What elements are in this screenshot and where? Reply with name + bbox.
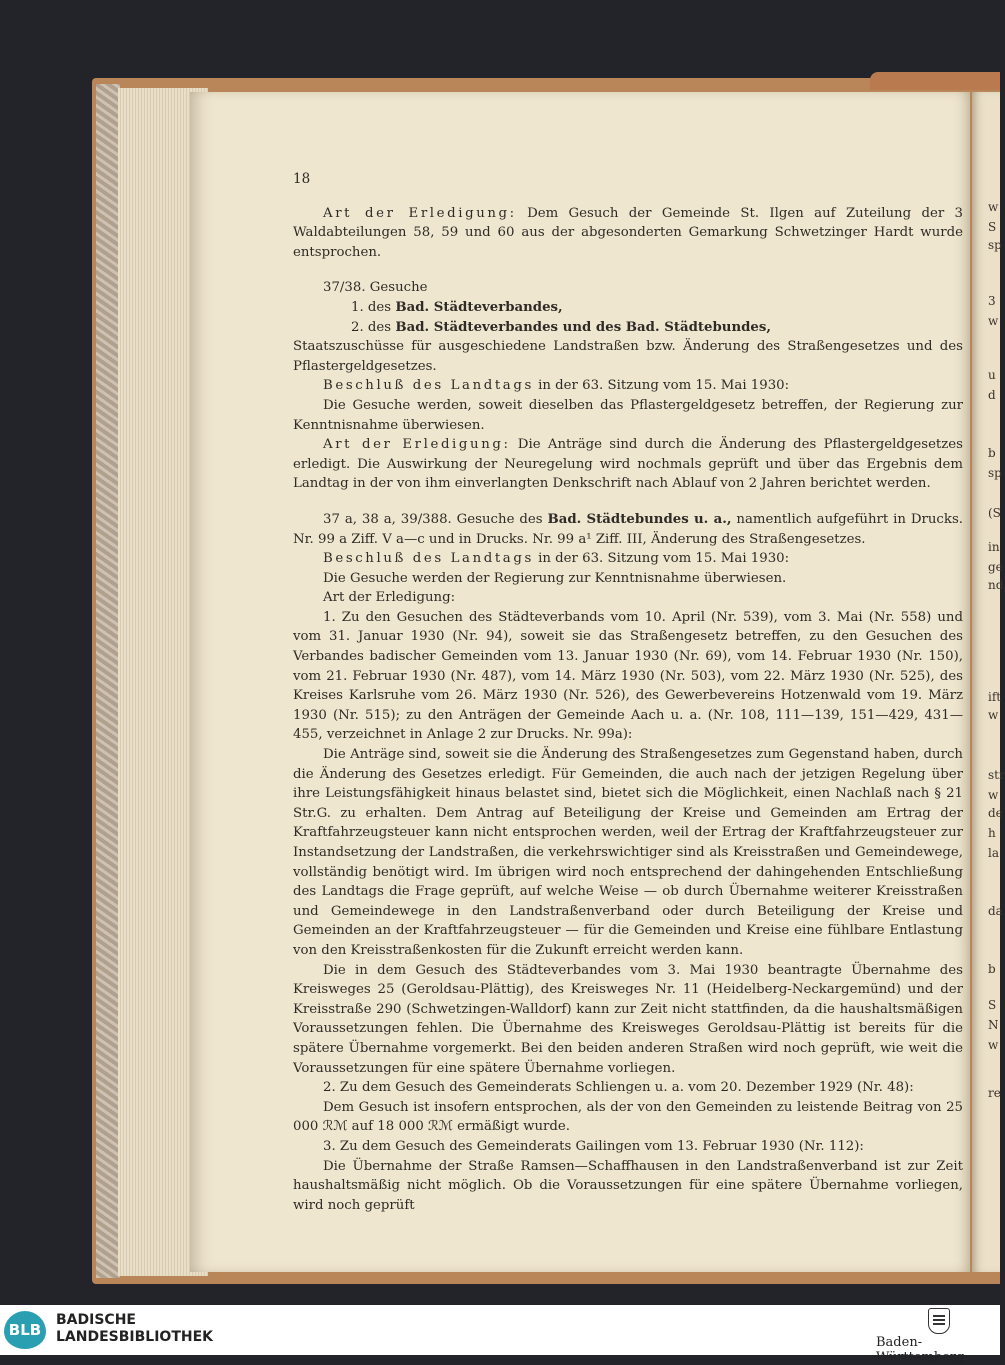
fragment: sp [988, 466, 1002, 480]
fragment: da [988, 904, 1003, 918]
fragment: (S [988, 506, 1001, 520]
fragment: S [988, 220, 997, 234]
facing-page-fragment [972, 92, 1005, 1272]
paragraph [293, 376, 963, 396]
paragraph: Die Gesuche werden, soweit dieselben das Pflastergeldgesetz betreffen, der Regierung zur Kenntnisnahme überwiesen. [293, 397, 963, 433]
marbled-book-edge [96, 84, 120, 1278]
state-label[interactable]: Baden-Württemberg [876, 1335, 965, 1365]
section-label: Art der Erledigung: [323, 437, 511, 453]
fragment: ift [988, 690, 1002, 704]
fragment: h [988, 826, 996, 840]
fragment: ge [988, 560, 1003, 574]
paragraph [293, 510, 963, 549]
fragment: nd [988, 578, 1004, 592]
paragraph-text: Dem Gesuch der Gemeinde St. Ilgen auf Zuteilung der 3 Waldabteilungen 58, 59 und 60 aus der abgesonderten Gemarkung Schwetzinger Hardt wurde entsprochen. [293, 205, 963, 260]
library-name-line: BADISCHE [56, 1312, 136, 1328]
footer-bar [0, 1305, 1000, 1365]
list-marker: 2. des [351, 319, 396, 335]
fragment: de [988, 806, 1003, 820]
section-label: Beschluß des Landtags [323, 551, 534, 567]
organization-name: Bad. Städtebundes u. a., [547, 511, 732, 527]
paragraph-text: namentlich aufgeführt in Drucks. Nr. 99 a Ziff. V a—c und in Drucks. Nr. 99 a¹ Ziff. III, Änderung des Straßengesetzes. [293, 511, 963, 547]
page-number: 18 [293, 171, 311, 187]
paragraph-text: Die Anträge sind durch die Änderung des Pflastergeldgesetzes erledigt. Die Auswirkung der Neuregelung wird nochmals geprüft und über das Ergebnis dem Landtag in der von ihm einverlangten Denkschrift nach Ablauf von 2 Jahren berichtet werden. [293, 437, 963, 492]
section-label: Art der Erledigung: [323, 205, 517, 221]
paragraph: Die Anträge sind, soweit sie die Änderung des Straßengesetzes zum Gegenstand haben, durch die Änderung des Gesetzes erledigt. Für Gemeinden, die auch nach der jetzigen Regelung über ihre Leistungsfähigkeit hinaus belastet sind, bietet sich die Möglichkeit, einen Nachlaß nach § 21 Str.G. zu erhalten. Dem Antrag auf Beteiligung der Kreise und Gemeinden am Ertrag der Kraftfahrzeugsteuer kann nicht entsprochen werden, weil der Ertrag der Kraftfahrzeugsteuer zur Instandsetzung der Landstraßen, die verkehrswichtiger sind als Kreisstraßen und Gemeindewege, vollständig benötigt wird. Im übrigen wird noch entsprechend der dahingehenden Entschließung des Landtags die Frage geprüft, auf welche Weise — ob durch Übernahme weiterer Kreisstraßen und Gemeindewege in den Landstraßenverband oder durch Beteiligung der Kreise und Gemeinden an der Kraftfahrzeugsteuer — für die Gemeinden und Kreise eine fühlbare Entlastung von den Kreisstraßenkosten für die Zukunft erreicht werden kann. [293, 747, 963, 958]
list-item [293, 318, 963, 338]
paragraph [293, 588, 963, 608]
fragment: w [988, 708, 999, 722]
fragment: b [988, 446, 996, 460]
paragraph-text: 37 a, 38 a, 39/388. Gesuche des [323, 511, 548, 527]
fragment: w [988, 788, 999, 802]
paragraph-text: in der 63. Sitzung vom 15. Mai 1930: [533, 551, 790, 567]
section-label: Art der Erledigung: [323, 590, 456, 606]
fragment: b [988, 962, 996, 976]
fragment: u [988, 368, 996, 382]
paragraph: 3. Zu dem Gesuch des Gemeinderats Gailingen vom 13. Februar 1930 (Nr. 112): [323, 1138, 864, 1154]
fragment: str [988, 768, 1005, 782]
paragraph: Die Gesuche werden der Regierung zur Kenntnisnahme überwiesen. [323, 570, 787, 586]
paragraph [293, 435, 963, 494]
fragment: N [988, 1018, 999, 1032]
library-name[interactable] [56, 1312, 213, 1346]
fragment: w [988, 314, 999, 328]
paragraph: Die in dem Gesuch des Städteverbandes vom 3. Mai 1930 beantragte Übernahme des Kreisweges 25 (Geroldsau-Plättig), des Kreisweges Nr. 11 (Heidelberg-Neckargemünd) und der Kreisstraße 290 (Schwetzingen-Walldorf) kann zur Zeit nicht stattfinden, da die haushaltsmäßigen Voraussetzungen fehlen. Die Übernahme des Kreisweges Geroldsau-Plättig ist bereits für die spätere Übernahme vorgemerkt. Bei den beiden anderen Straßen wird noch geprüft, wie weit die Voraussetzungen für eine spätere Übernahme vorliegen. [293, 962, 963, 1076]
list-marker: 1. des [351, 299, 396, 315]
paragraph: 37/38. Gesuche [323, 280, 428, 296]
paragraph: Die Übernahme der Straße Ramsen—Schaffhausen in den Landstraßenverband ist zur Zeit haushaltsmäßig nicht möglich. Ob die Voraussetzungen für eine spätere Übernahme vorliegen, wird noch geprüft [293, 1158, 963, 1213]
page-text [293, 170, 963, 1215]
blb-logo[interactable]: BLB [4, 1311, 46, 1349]
fragment: la [988, 846, 999, 860]
library-name-line: LANDESBIBLIOTHEK [56, 1329, 214, 1345]
fragment: 3 [988, 294, 996, 308]
fragment: d [988, 388, 996, 402]
book-cover-edge [870, 72, 1000, 90]
fragment: sp [988, 238, 1002, 252]
paragraph: 1. Zu den Gesuchen des Städteverbands vom 10. April (Nr. 539), vom 3. Mai (Nr. 558) und vom 31. Januar 1930 (Nr. 94), soweit sie das Straßengesetz betreffen, zu den Gesuchen des Verbandes badischer Gemeinden vom 13. Januar 1930 (Nr. 69), vom 14. Februar 1930 (Nr. 150), vom 21. Februar 1930 (Nr. 487), vom 14. März 1930 (Nr. 503), vom 22. März 1930 (Nr. 525), des Kreises Karlsruhe vom 26. März 1930 (Nr. 526), des Gewerbevereins Hotzenwald vom 19. März 1930 (Nr. 515); zu den Anträgen der Gemeinde Aach u. a. (Nr. 108, 111—139, 151—429, 431—455, verzeichnet in Anlage 2 zur Drucks. Nr. 99a): [293, 609, 963, 743]
section-label: Beschluß des Landtags [323, 378, 534, 394]
paragraph [293, 204, 963, 263]
paragraph [293, 549, 963, 569]
paragraph: Dem Gesuch ist insofern entsprochen, als der von den Gemeinden zu leistende Beitrag von 25 000 ℛℳ auf 18 000 ℛℳ ermäßigt wurde. [293, 1099, 963, 1135]
fragment: re [988, 1086, 1001, 1100]
fragment: w [988, 1038, 999, 1052]
fragment: w [988, 200, 999, 214]
fragment: in [988, 540, 1000, 554]
coat-of-arms-icon [928, 1308, 950, 1334]
list-item [293, 298, 963, 318]
organization-name: Bad. Städteverbandes, [395, 299, 563, 315]
paragraph-text: in der 63. Sitzung vom 15. Mai 1930: [533, 378, 790, 394]
organization-name: Bad. Städteverbandes und des Bad. Städtebundes, [395, 319, 771, 335]
paragraph: 2. Zu dem Gesuch des Gemeinderats Schliengen u. a. vom 20. Dezember 1929 (Nr. 48): [323, 1080, 914, 1096]
paragraph: Staatszuschüsse für ausgeschiedene Landstraßen bzw. Änderung des Straßengesetzes und des Pflastergeldgesetzes. [293, 339, 963, 374]
fragment: S [988, 998, 997, 1012]
